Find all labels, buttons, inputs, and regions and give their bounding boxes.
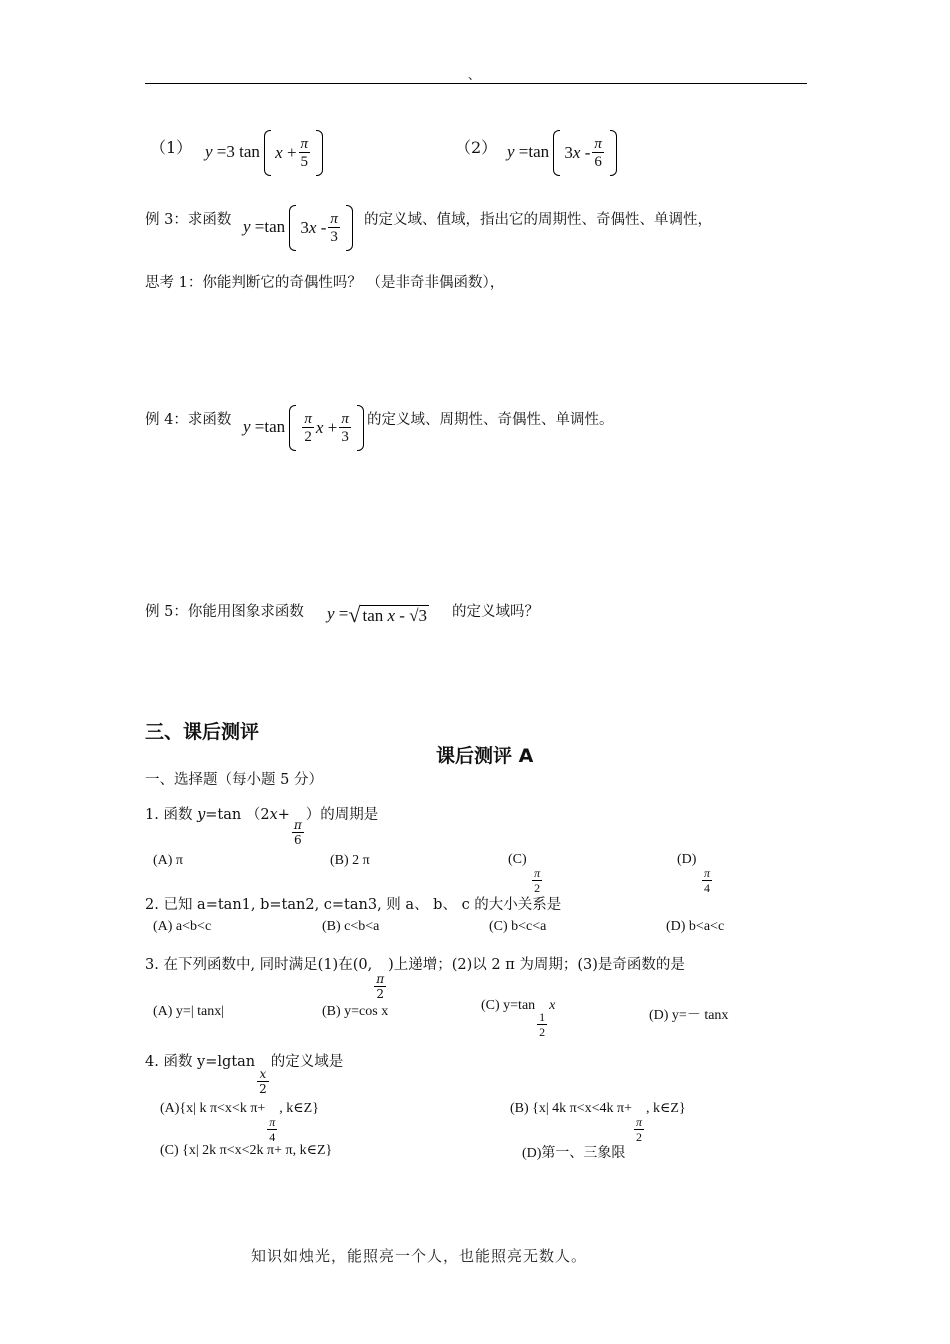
footer-quote: 知识如烛光，能照亮一个人，也能照亮无数人。 [251, 1247, 588, 1265]
ex4-formula: y =tan $\frac{\pi}{2}$ x + $\frac{\pi}{3}$ [243, 405, 364, 451]
q3-option-d[interactable]: (D) y=－ tanx [649, 1008, 729, 1023]
q3-option-a[interactable]: (A) y=| tanx| [153, 1004, 225, 1019]
header-mark: 、 [468, 68, 481, 82]
header-rule [145, 83, 807, 84]
ex1-label: （1） [150, 138, 193, 157]
ex4-prefix: 例 4：求函数 [145, 412, 232, 428]
ex3-formula: y =tan 3 x - $\frac{\pi}{3}$ [243, 205, 353, 251]
q4-option-d[interactable]: (D)第一、三象限 [522, 1146, 626, 1161]
q1-option-c[interactable]: (C) $\frac{\pi}{2}$ [508, 852, 541, 895]
q1-option-d[interactable]: (D) $\frac{\pi}{4}$ [677, 852, 710, 895]
part-1-title: 一、选择题（每小题 5 分） [145, 772, 323, 788]
q4-stem: 4. 函数 y=lgtan $\frac{x}{2}$ 的定义域是 [145, 1054, 344, 1096]
q2-option-d[interactable]: (D) b<a<c [666, 919, 725, 934]
ex4-suffix: 的定义域、周期性、奇偶性、单调性。 [367, 412, 614, 428]
q4-option-a[interactable]: (A){x| k π<x<k π+ $\frac{\pi}{4}$ , k∈Z} [160, 1101, 319, 1144]
q2-option-c[interactable]: (C) b<c<a [489, 919, 547, 934]
q1-option-a[interactable]: (A) π [153, 853, 184, 868]
think-1: 思考 1：你能判断它的奇偶性吗？ （是非奇非偶函数）， [145, 275, 505, 291]
ex3-suffix: 的定义域、值域，指出它的周期性、奇偶性、单调性， [364, 212, 712, 228]
q2-option-b[interactable]: (B) c<b<a [322, 919, 380, 934]
section-title: 三、课后测评 [145, 721, 260, 743]
ex5-prefix: 例 5：你能用图象求函数 [145, 604, 304, 620]
q2-stem: 2. 已知 a=tan1, b=tan2, c=tan3, 则 a、 b、 c 的大小关系是 [145, 897, 562, 913]
q4-option-c[interactable]: (C) {x| 2k π<x<2k π+ π, k∈Z} [160, 1143, 333, 1158]
test-title: 课后测评 A [436, 745, 534, 767]
ex2-formula: y =tan 3 x - $\frac{\pi}{6}$ [507, 130, 617, 176]
ex5-suffix: 的定义域吗？ [452, 604, 539, 620]
ex5-formula: y = √ tan x - √3 [327, 602, 428, 628]
q2-option-a[interactable]: (A) a<b<c [153, 919, 212, 934]
ex3-prefix: 例 3：求函数 [145, 212, 232, 228]
q3-stem: 3. 在下列函数中, 同时满足(1)在(0, $\frac{\pi}{2}$ )上递增；(2)以 2 π 为周期；(3)是奇函数的是 [145, 957, 685, 1001]
q1-option-b[interactable]: (B) 2 π [330, 853, 370, 868]
q3-option-b[interactable]: (B) y=cos x [322, 1004, 389, 1019]
ex2-label: （2） [455, 138, 498, 157]
q4-option-b[interactable]: (B) {x| 4k π<x<4k π+ $\frac{\pi}{2}$ , k∈Z} [510, 1101, 686, 1144]
ex1-formula: y =3 tan x + $\frac{\pi}{5}$ [205, 130, 323, 176]
q1-stem: 1. 函数 y=tan （2x+ $\frac{\pi}{6}$ ）的周期是 [145, 807, 379, 847]
q3-option-c[interactable]: (C) y=tan $\frac{1}{2}$ x [481, 998, 556, 1039]
